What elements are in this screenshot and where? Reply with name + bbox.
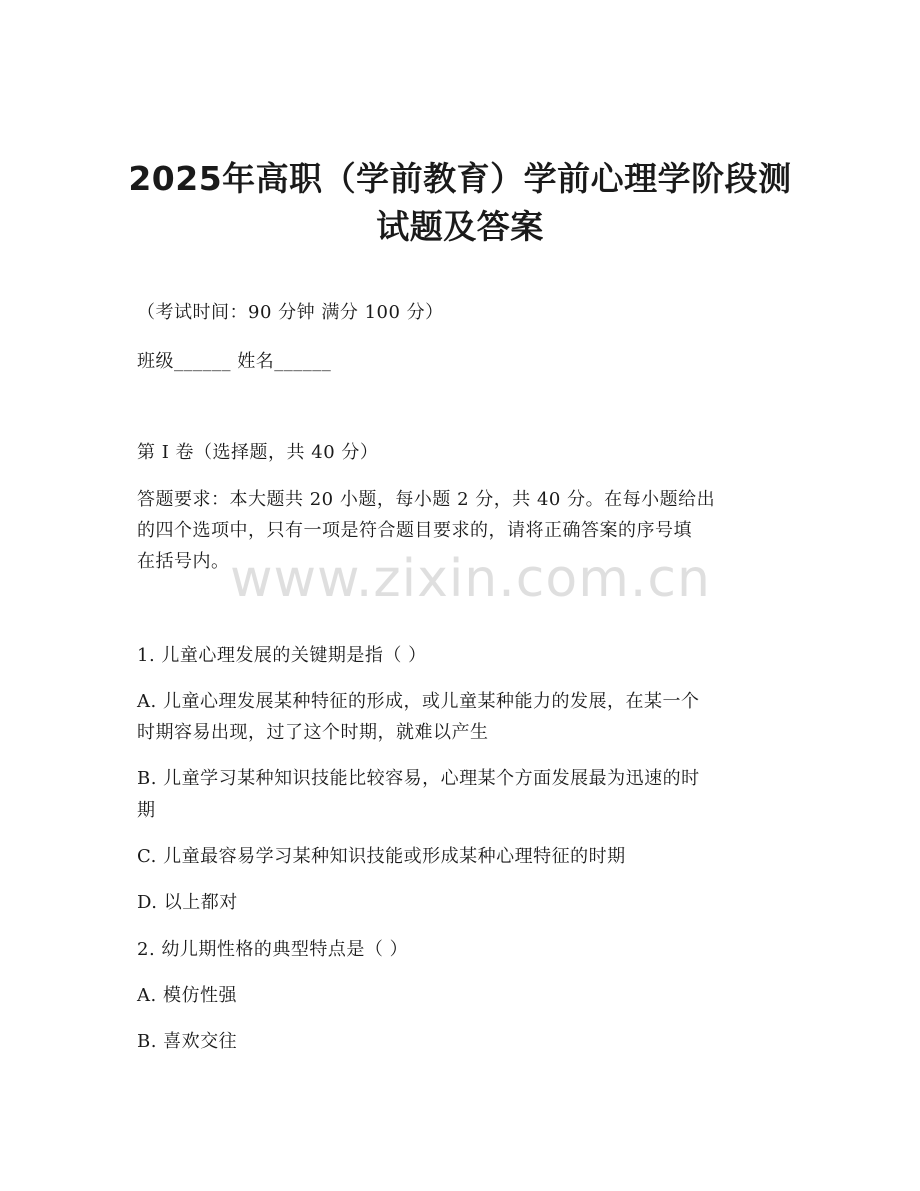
- question-1-option-a-line-1: A. 儿童心理发展某种特征的形成，或儿童某种能力的发展，在某一个: [137, 691, 700, 712]
- exam-info: （考试时间：90 分钟 满分 100 分）: [137, 302, 444, 323]
- question-1-stem: 1. 儿童心理发展的关键期是指（ ）: [137, 645, 427, 666]
- document-title-line-1: 2025年高职（学前教育）学前心理学阶段测: [128, 159, 792, 198]
- instructions-line-1: 答题要求：本大题共 20 小题，每小题 2 分，共 40 分。在每小题给出: [137, 489, 716, 510]
- question-1-option-b-line-2: 期: [137, 800, 156, 821]
- watermark: www.zixin.com.cn: [230, 549, 711, 609]
- instructions-line-3: 在括号内。: [137, 551, 230, 572]
- question-1-option-b-line-1: B. 儿童学习某种知识技能比较容易，心理某个方面发展最为迅速的时: [137, 768, 700, 789]
- question-1-option-a-line-2: 时期容易出现，过了这个时期，就难以产生: [137, 722, 489, 743]
- instructions-line-2: 的四个选项中，只有一项是符合题目要求的，请将正确答案的序号填: [137, 520, 692, 541]
- question-1-option-c: C. 儿童最容易学习某种知识技能或形成某种心理特征的时期: [137, 846, 626, 867]
- question-1-option-d: D. 以上都对: [137, 892, 238, 913]
- section-heading: 第 I 卷（选择题，共 40 分）: [137, 442, 379, 463]
- class-name-fields: 班级______ 姓名______: [137, 351, 332, 372]
- question-2-option-b: B. 喜欢交往: [137, 1031, 238, 1052]
- document-title-line-2: 试题及答案: [376, 207, 544, 246]
- question-2-stem: 2. 幼儿期性格的典型特点是（ ）: [137, 939, 409, 960]
- question-2-option-a: A. 模仿性强: [137, 985, 237, 1006]
